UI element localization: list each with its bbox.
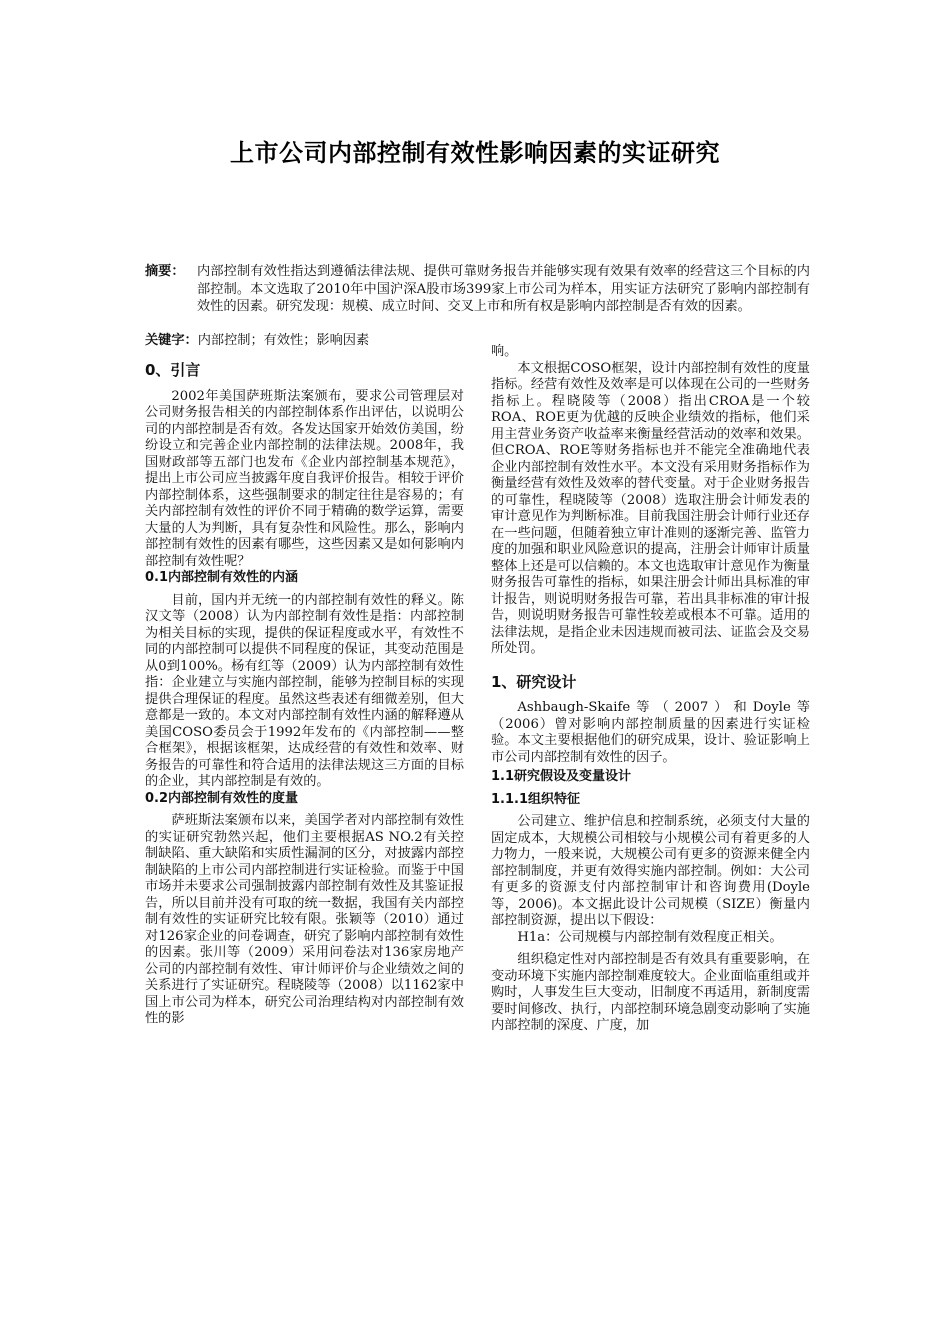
abstract-text: 内部控制有效性指达到遵循法律法规、提供可靠财务报告并能够实现有效果有效率的经营这三个目标的内部控制。本文选取了2010年中国沪深A股市场399家上市公司为样本，用实证方法研究了影响内部控制有效性的因素。研究发现：规模、成立时间、交叉上市和所有权是影响内部控制是否有效的因素。 <box>197 264 810 314</box>
section-1-1-1-paragraph-2: 组织稳定性对内部控制是否有效具有重要影响，在变动环境下实施内部控制难度较大。企业面临重组或并购时，人事发生巨大变动，旧制度不再适用，新制度需要时间修改、执行，内部控制环境急剧变动影响了实施内部控制的深度、广度，加 <box>491 952 810 1033</box>
section-1-1-1-paragraph: 公司建立、维护信息和控制系统，必须支付大量的固定成本，大规模公司相较与小规模公司有着更多的人力物力，一般来说，大规模公司有更多的资源来健全内部控制制度，并更有效得实施内部控制。例如：大公司有更多的资源支付内部控制审计和咨询费用(Doyle等，2006)。本文据此设计公司规模（SIZE）衡量内部控制资源，提出以下假设： <box>491 814 810 928</box>
section-0-paragraph: 2002年美国萨班斯法案颁布，要求公司管理层对公司财务报告相关的内部控制体系作出评估，以说明公司的内部控制是否有效。各发达国家开始效仿美国，纷纷设立和完善企业内部控制的法律法规。2008年，我国财政部等五部门也发布《企业内部控制基本规范》，提出上市公司应当披露年度自我评价报告。相较于评价内部控制体系，这些强制要求的制定往往是容易的；有关内部控制有效性的评价不同于精确的数学运算，需要大量的人为判断，具有复杂性和风险性。那么，影响内部控制有效性的因素有哪些，这些因素又是如何影响内部控制有效性呢？ <box>145 388 464 569</box>
section-1-heading: 1、研究设计 <box>491 672 577 691</box>
keywords-label: 关键字： <box>145 333 198 348</box>
right-column <box>491 344 810 1035</box>
section-0-2-heading: 0.2内部控制有效性的度量 <box>145 790 299 806</box>
section-1-paragraph: Ashbaugh-Skaife等（2007）和Doyle等（2006）曾对影响内部控制质量的因素进行实证检验。本文主要根据他们的研究成果，设计、验证影响上市公司内部控制有效性的因子。 <box>491 700 810 765</box>
measurement-paragraph: 本文根据COSO框架，设计内部控制有效性的度量指标。经营有效性及效率是可以体现在公司的一些财务指标上。程晓陵等（2008）指出CROA是一个较ROA、ROE更为优越的反映企业绩效的指标，他们采用主营业务资产收益率来衡量经营活动的效率和效果。但CROA、ROE等财务指标也并不能完全准确地代表企业内部控制有效性水平。本文没有采用财务指标作为衡量经营有效性及效率的替代变量。对于企业财务报告的可靠性，程晓陵等（2008）选取注册会计师发表的审计意见作为判断标准。目前我国注册会计师行业还存在一些问题，但随着独立审计准则的逐渐完善、监管力度的加强和职业风险意识的提高，注册会计师审计质量整体上还是可以信赖的。本文也选取审计意见作为衡量财务报告可靠性的指标，如果注册会计师出具标准的审计报告，则说明财务报告可靠，若出具非标准的审计报告，则说明财务报告可靠性较差或根本不可靠。适用的法律法规，是指企业未因违规而被司法、证监会及交易所处罚。 <box>491 360 810 656</box>
section-1-1-1-heading: 1.1.1组织特征 <box>491 791 581 807</box>
section-0-1-heading: 0.1内部控制有效性的内涵 <box>145 570 299 585</box>
section-0-heading: 0、引言 <box>145 361 201 379</box>
paper-title: 上市公司内部控制有效性影响因素的实证研究 <box>230 139 720 167</box>
keywords-text: 内部控制；有效性；影响因素 <box>197 333 370 348</box>
continued-text: 响。 <box>491 344 518 359</box>
section-0-2-paragraph: 萨班斯法案颁布以来，美国学者对内部控制有效性的实证研究勃然兴起，他们主要根据AS NO.2有关控制缺陷、重大缺陷和实质性漏洞的区分，对披露内部控制缺陷的上市公司内部控制进行实证检验。而鉴于中国市场并未要求公司强制披露内部控制有效性及其鉴证报告，所以目前并没有可取的统一数据，我国有关内部控制有效性的实证研究比较有限。张颖等（2010）通过对126家企业的问卷调查，研究了影响内部控制有效性的因素。张川等（2009）采用问卷法对136家房地产公司的内部控制有效性、审计师评价与企业绩效之间的关系进行了实证研究。程晓陵等（2008）以1162家中国上市公司为样本，研究公司治理结构对内部控制有效性的影 <box>145 813 464 1026</box>
keywords <box>145 329 369 348</box>
abstract <box>145 263 810 316</box>
left-column <box>145 362 464 1028</box>
section-0-1-paragraph: 目前，国内并无统一的内部控制有效性的释义。陈汉文等（2008）认为内部控制有效性是指：内部控制为相关目标的实现，提供的保证程度或水平，有效性不同的内部控制可以提供不同程度的保证，其变动范围是从0到100%。杨有红等（2009）认为内部控制有效性指：企业建立与实施内部控制，能够为控制目标的实现提供合理保证的程度。虽然这些表述有细微差别，但大意都是一致的。本文对内部控制有效性内涵的解释遵从美国COSO委员会于1992年发布的《内部控制——整合框架》，根据该框架，达成经营的有效性和效率、财务报告的可靠性和符合适用的法律法规这三方面的目标的企业，其内部控制是有效的。 <box>145 592 464 789</box>
section-1-1-heading: 1.1研究假设及变量设计 <box>491 769 632 784</box>
abstract-label: 摘要： <box>145 264 185 279</box>
hypothesis-h1a: H1a：公司规模与内部控制有效程度正相关。 <box>517 929 783 945</box>
